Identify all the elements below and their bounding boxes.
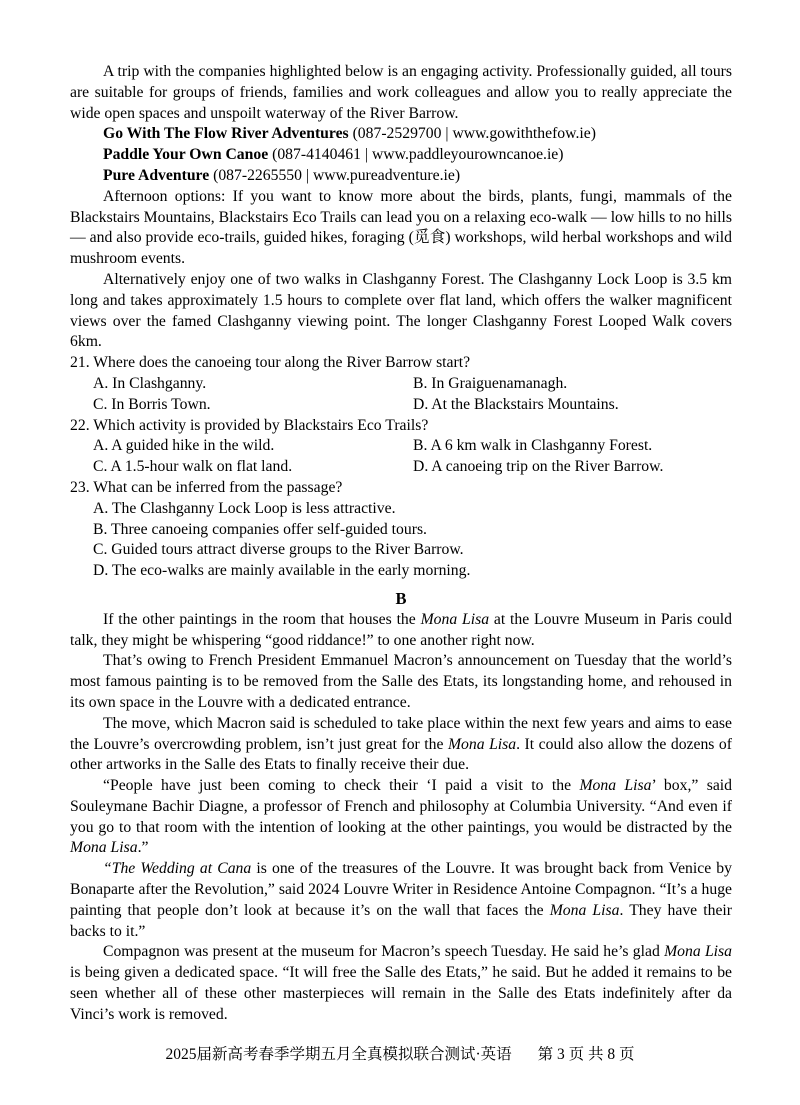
company-name: Go With The Flow River Adventures [103, 125, 349, 143]
question-text: 22. Which activity is provided by Blackstairs Eco Trails? [70, 416, 429, 434]
italic-title-text: Mona Lisa [579, 777, 652, 795]
passage-a-intro: A trip with the companies highlighted below is an engaging activity. Professionally guided, all tours are suitable for groups of friends, families and work colleagues and allow you to really appreciate the wide open spaces and unspoilt waterway of the River Barrow. [70, 63, 732, 122]
question-22 [70, 416, 732, 478]
company-details: (087-2529700 | www.gowiththefow.ie) [348, 125, 596, 143]
options-row [70, 457, 732, 478]
passage-a-afternoon-options: Afternoon options: If you want to know more about the birds, plants, fungi, mammals of the Blackstairs Mountains, Blackstairs Eco Trails can lead you on a relaxing eco-walk — low hills to no hills — and also provide eco-trails, guided hikes, foraging (觅食) workshops, wild herbal workshops and wild mushroom events. [70, 187, 732, 268]
section-b-heading: B [395, 588, 407, 608]
text-segment: ’ box,” said Souleymane Bachir Diagne, a professor of French and philosophy at Columbia University. “And even if you go to that room with the intention of looking at the other paintings, you would be distracted by the [70, 777, 732, 836]
option-A: A. The Clashganny Lock Loop is less attractive. [93, 499, 396, 517]
italic-title-text: Mona Lisa [70, 839, 138, 857]
options-row [70, 436, 732, 457]
section-b-paragraph [70, 714, 732, 776]
footer-title: 2025届新高考春季学期五月全真模拟联合测试·英语 [165, 1046, 512, 1063]
text-segment: at the Louvre Museum in Paris could talk, they might be whispering “good riddance!” to one another right now. [70, 610, 732, 649]
options-row [70, 374, 732, 395]
option-D: D. The eco-walks are mainly available in the early morning. [93, 562, 471, 580]
text-segment: That’s owing to French President Emmanuel Macron’s announcement on Tuesday that the world’s most famous painting is to be removed from the Salle des Etats, its longstanding home, and rehoused in its own space in the Louvre with a dedicated entrance. [70, 652, 732, 711]
company-line [70, 166, 732, 187]
page-footer [0, 1042, 800, 1064]
option-B: B. Three canoeing companies offer self-guided tours. [93, 520, 427, 538]
text-segment: Compagnon was present at the museum for Macron’s speech Tuesday. He said he’s glad [103, 943, 665, 961]
section-b-paragraph [70, 610, 732, 652]
section-b-paragraph [70, 859, 732, 942]
option-B: B. A 6 km walk in Clashganny Forest. [413, 437, 653, 455]
option-C: C. A 1.5-hour walk on flat land. [93, 458, 293, 476]
text-segment: is being given a dedicated space. “It will free the Salle des Etats,” he said. But he added it remains to be seen whether all of these other masterpieces will remain in the Salle des Etats indefinitely after da Vinci’s work is removed. [70, 964, 732, 1023]
questions-block [70, 353, 732, 582]
option-B: B. In Graiguenamanagh. [413, 374, 568, 392]
question-text: 23. What can be inferred from the passage? [70, 478, 343, 496]
question-23 [70, 478, 732, 582]
text-segment: “People have just been coming to check their ‘I paid a visit to the [103, 777, 580, 795]
option-D: D. A canoeing trip on the River Barrow. [413, 458, 664, 476]
question-text: 21. Where does the canoeing tour along the River Barrow start? [70, 354, 471, 372]
option-A: A. A guided hike in the wild. [93, 437, 275, 455]
section-b-paragraph [70, 776, 732, 859]
italic-title-text: Mona Lisa [664, 943, 732, 961]
company-details: (087-2265550 | www.pureadventure.ie) [209, 166, 461, 184]
italic-title-text: Mona Lisa [447, 735, 517, 753]
text-segment: is one of the treasures of the Louvre. It was brought back from Venice by Bonaparte after the Revolution,” said 2024 Louvre Writer in Residence Antoine Compagnon. “It’s a huge painting that people don’t look at because it’s on the wall that faces the [70, 860, 732, 919]
italic-title-text: Mona Lisa [549, 901, 620, 919]
section-b-paragraph [70, 942, 732, 1025]
footer-page-number: 第 3 页 共 8 页 [537, 1046, 635, 1063]
option-C: C. Guided tours attract diverse groups to the River Barrow. [93, 541, 464, 559]
company-name: Paddle Your Own Canoe [103, 146, 269, 164]
text-segment: If the other paintings in the room that houses the [103, 610, 421, 628]
company-details: (087-4140461 | www.paddleyourowncanoe.ie) [268, 146, 564, 164]
option-D: D. At the Blackstairs Mountains. [413, 395, 619, 413]
company-line [70, 124, 732, 145]
options-row [70, 395, 732, 416]
option-A: A. In Clashganny. [93, 374, 207, 392]
text-segment: . It could also allow the dozens of other artworks in the Salle des Etats to finally receive their due. [70, 735, 732, 774]
text-segment: . They have their backs to it.” [70, 901, 732, 940]
passage-a-alternative-walks: Alternatively enjoy one of two walks in Clashganny Forest. The Clashganny Lock Loop is 3.5 km long and takes approximately 1.5 hours to complete over flat land, which offers the walker magnificent views over the famed Clashganny viewing point. The longer Clashganny Forest Looped Walk covers 6km. [70, 270, 732, 351]
italic-title-text: “The Wedding at Cana [103, 860, 252, 878]
text-segment: The move, which Macron said is scheduled to take place within the next few years and aims to ease the Louvre’s overcrowding problem, isn’t just great for the [70, 714, 732, 753]
company-name: Pure Adventure [103, 166, 210, 184]
company-line [70, 145, 732, 166]
page-content [70, 62, 732, 1026]
section-b-paragraph [70, 651, 732, 713]
section-b-paragraphs [70, 610, 732, 1026]
option-C: C. In Borris Town. [93, 395, 211, 413]
italic-title-text: Mona Lisa [420, 610, 490, 628]
text-segment: .” [137, 839, 149, 857]
question-21 [70, 353, 732, 415]
